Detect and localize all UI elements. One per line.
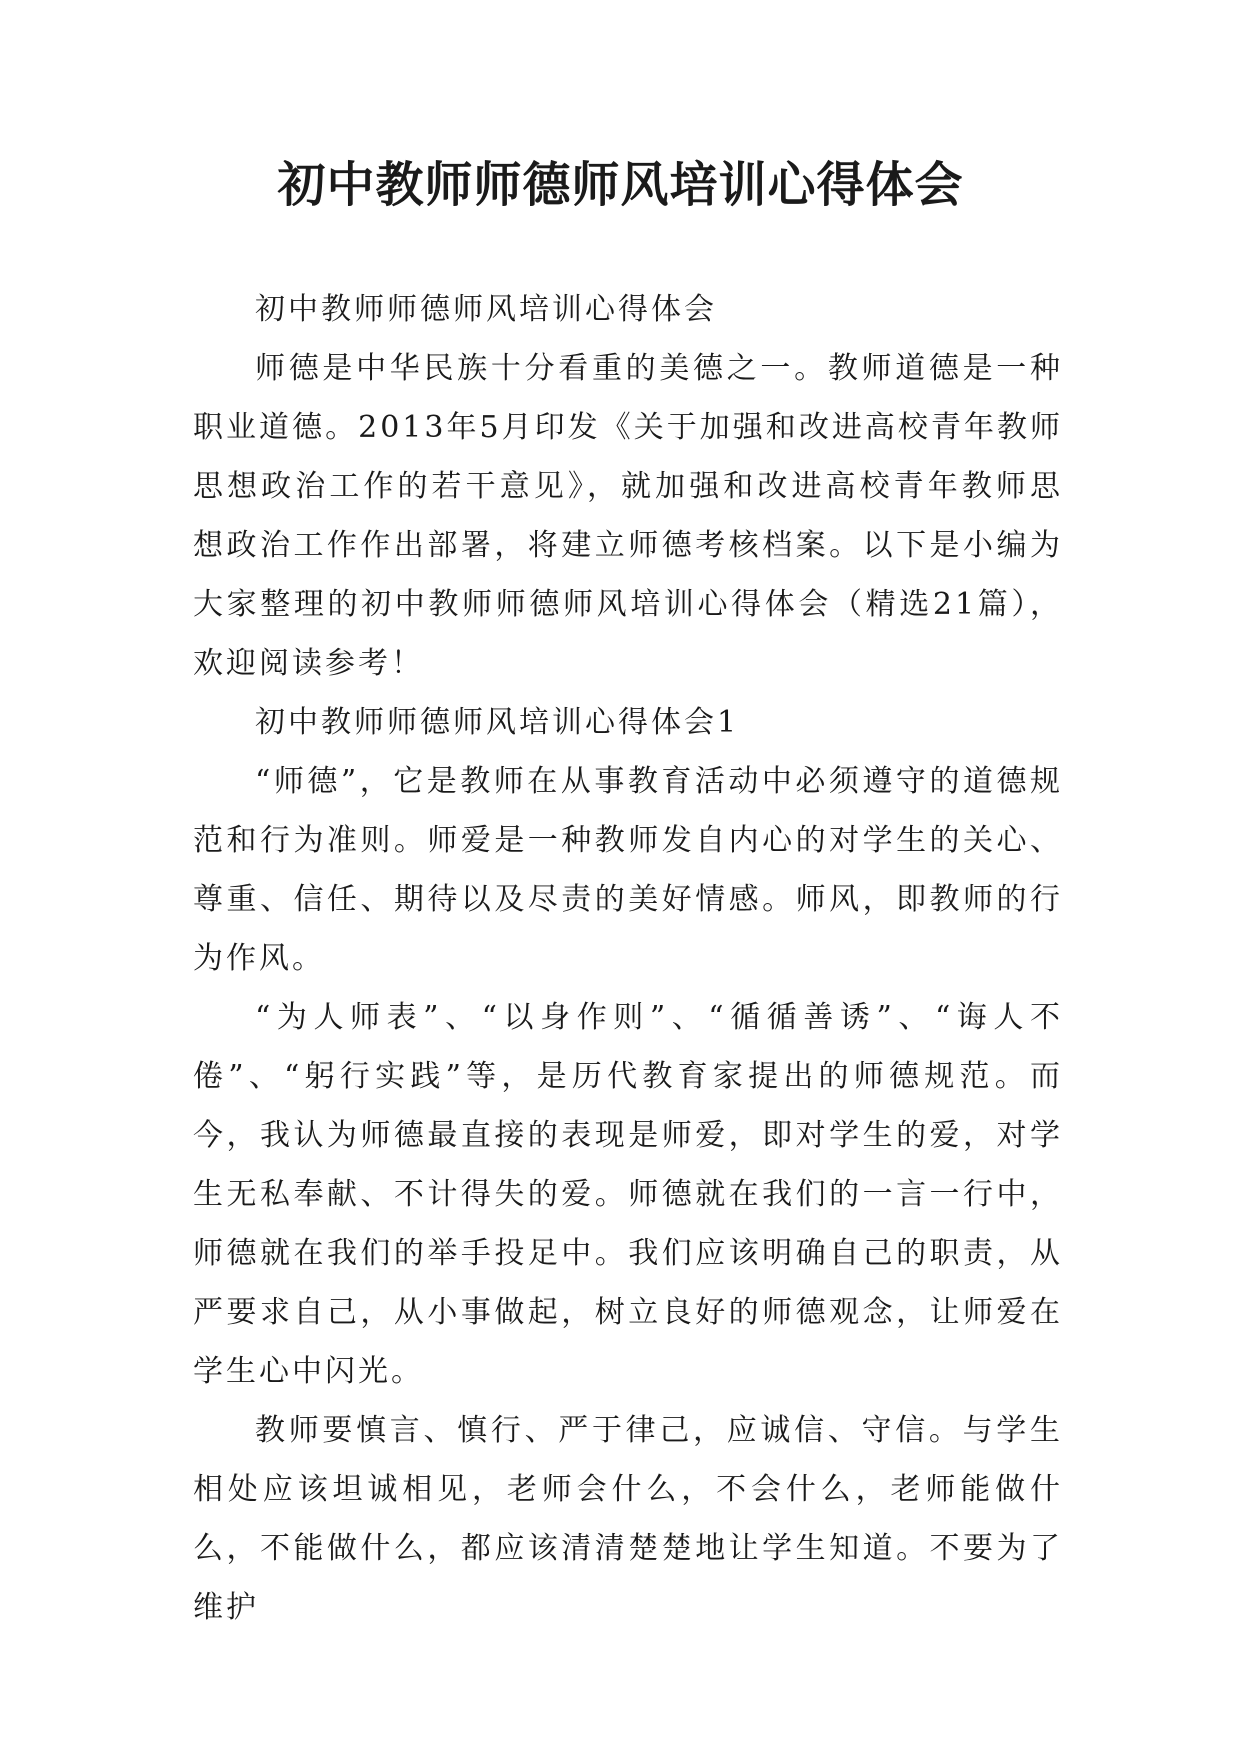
document-title: 初中教师师德师风培训心得体会 [277,157,964,213]
section-heading-1: 初中教师师德师风培训心得体会1 [255,705,740,740]
section-heading-intro: 初中教师师德师风培训心得体会 [255,292,717,327]
document-body [193,280,1063,1637]
paragraph-norms: “为人师表”、“以身作则”、“循循善诱”、“诲人不倦”、“躬行实践”等，是历代教育家提出的师德规范。而今，我认为师德最直接的表现是师爱，即对学生的爱，对学生无私奉献、不计得失的爱。师德就在我们的一言一行中，师德就在我们的举手投足中。我们应该明确自己的职责，从严要求自己，从小事做起，树立良好的师德观念，让师爱在学生心中闪光。 [193,1000,1063,1389]
paragraph-intro: 师德是中华民族十分看重的美德之一。教师道德是一种职业道德。2013年5月印发《关于加强和改进高校青年教师思想政治工作的若干意见》，就加强和改进高校青年教师思想政治工作作出部署，将建立师德考核档案。以下是小编为大家整理的初中教师师德师风培训心得体会（精选21篇），欢迎阅读参考！ [193,351,1063,681]
paragraph-conduct: 教师要慎言、慎行、严于律己，应诚信、守信。与学生相处应该坦诚相见，老师会什么，不会什么，老师能做什么，不能做什么，都应该清清楚楚地让学生知道。不要为了维护 [193,1413,1063,1625]
paragraph-definition: “师德”，它是教师在从事教育活动中必须遵守的道德规范和行为准则。师爱是一种教师发自内心的对学生的关心、尊重、信任、期待以及尽责的美好情感。师风，即教师的行为作风。 [193,764,1063,976]
